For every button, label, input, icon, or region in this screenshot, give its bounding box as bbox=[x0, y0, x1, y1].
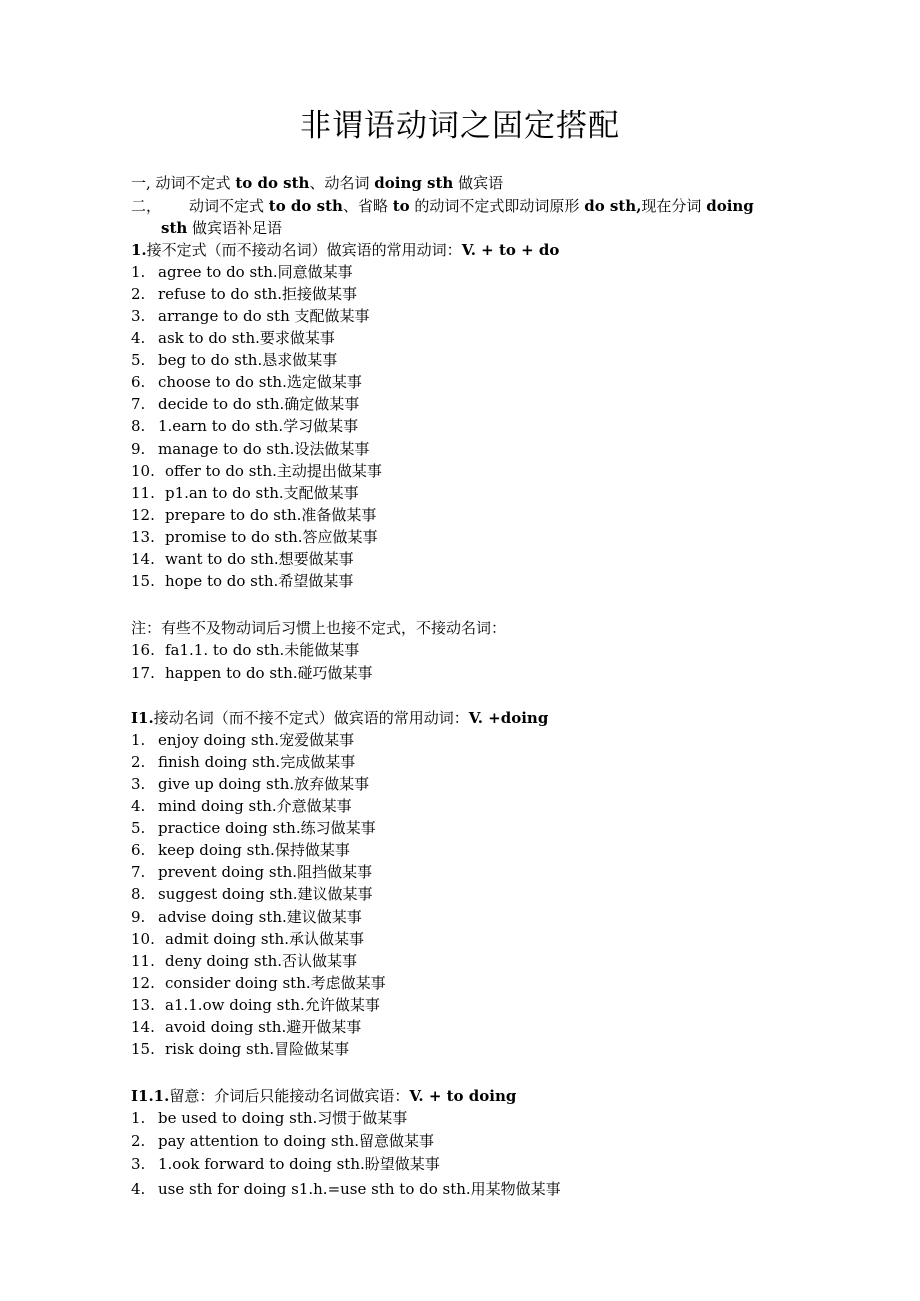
list-item-number: 3. bbox=[131, 307, 146, 326]
intro-bold: to do sth bbox=[235, 174, 310, 192]
list-item-text: arrange to do sth 支配做某事 bbox=[158, 307, 370, 326]
list-item-text: a1.1.ow doing sth.允许做某事 bbox=[165, 995, 380, 1014]
list-item-number: 15. bbox=[131, 571, 155, 590]
list-item-text: advise doing sth.建议做某事 bbox=[158, 907, 362, 926]
list-item bbox=[131, 1016, 361, 1038]
list-item-number: 1. bbox=[131, 263, 146, 281]
intro-text: 、省略 bbox=[342, 197, 393, 215]
list-item-text: ask to do sth.要求做某事 bbox=[158, 329, 335, 348]
heading-formula: V. + to + do bbox=[461, 241, 560, 259]
list-item-text: refuse to do sth.拒接做某事 bbox=[158, 285, 357, 304]
list-item-number: 12. bbox=[131, 973, 155, 992]
list-item bbox=[131, 415, 358, 437]
list-item-number: 4. bbox=[131, 797, 146, 816]
list-item-text: hope to do sth.希望做某事 bbox=[165, 571, 354, 590]
list-item bbox=[131, 261, 353, 283]
list-item-number: 14. bbox=[131, 549, 155, 568]
list-item bbox=[131, 795, 352, 817]
list-item-number: 15. bbox=[131, 1039, 155, 1058]
intro-text: 、动名词 bbox=[309, 174, 375, 192]
list-item-number: 3. bbox=[131, 775, 146, 794]
list-item-text: prepare to do sth.准备做某事 bbox=[165, 505, 377, 524]
list-item-text: be used to doing sth.习惯于做某事 bbox=[158, 1109, 408, 1127]
list-item bbox=[131, 393, 359, 415]
list-item-number: 4. bbox=[131, 329, 146, 348]
list-item-text: enjoy doing sth.宠爱做某事 bbox=[158, 731, 355, 749]
list-item bbox=[131, 460, 382, 482]
list-item-text: want to do sth.想要做某事 bbox=[165, 549, 354, 568]
list-item bbox=[131, 1153, 440, 1175]
list-item bbox=[131, 504, 376, 526]
section-3-heading bbox=[131, 1085, 516, 1107]
intro-bold: do sth, bbox=[584, 197, 642, 215]
list-item bbox=[131, 662, 373, 684]
list-item-number: 12. bbox=[131, 505, 155, 524]
list-item-number: 7. bbox=[131, 395, 146, 414]
list-item-text: give up doing sth.放弃做某事 bbox=[158, 775, 370, 794]
list-item bbox=[131, 570, 353, 592]
list-item bbox=[131, 305, 370, 327]
list-item-text: manage to do sth.设法做某事 bbox=[158, 439, 370, 458]
list-item-number: 11. bbox=[131, 483, 155, 502]
heading-number: I1.1. bbox=[131, 1087, 170, 1105]
list-item-number: 2. bbox=[131, 1131, 146, 1150]
list-item-number: 7. bbox=[131, 863, 146, 882]
heading-text: 接动名词（而不接不定式）做宾语的常用动词： bbox=[153, 709, 469, 727]
list-item bbox=[131, 1038, 349, 1060]
section-2-heading bbox=[131, 707, 548, 729]
list-item-number: 1. bbox=[131, 1109, 146, 1127]
list-item bbox=[131, 773, 369, 795]
intro-text: 现在分词 bbox=[641, 197, 707, 215]
list-item-text: pay attention to doing sth.留意做某事 bbox=[158, 1131, 435, 1150]
list-item-text: fa1.1. to do sth.未能做某事 bbox=[165, 641, 360, 659]
list-item-text: 1.ook forward to doing sth.盼望做某事 bbox=[158, 1155, 440, 1173]
intro-bold: to bbox=[392, 197, 410, 215]
list-item-text: suggest doing sth.建议做某事 bbox=[158, 885, 373, 904]
list-item-text: beg to do sth.恳求做某事 bbox=[158, 351, 338, 370]
list-item bbox=[131, 1130, 434, 1152]
heading-text: 留意：介词后只能接动名词做宾语： bbox=[169, 1087, 410, 1105]
list-item bbox=[131, 883, 373, 905]
list-item-number: 9. bbox=[131, 907, 146, 926]
list-item-number: 17. bbox=[131, 663, 155, 682]
list-item-text: risk doing sth.冒险做某事 bbox=[165, 1039, 350, 1058]
intro-text: 一, 动词不定式 bbox=[131, 174, 236, 192]
list-item-text: keep doing sth.保持做某事 bbox=[158, 841, 350, 860]
heading-formula: V. + to doing bbox=[409, 1087, 517, 1105]
list-item bbox=[131, 283, 357, 305]
list-item-text: avoid doing sth.避开做某事 bbox=[165, 1017, 362, 1036]
list-item-text: happen to do sth.碰巧做某事 bbox=[165, 663, 373, 682]
list-item-number: 3. bbox=[131, 1155, 146, 1173]
list-item bbox=[131, 548, 354, 570]
intro-bold: doing bbox=[706, 197, 754, 215]
list-item bbox=[131, 906, 362, 928]
list-item bbox=[131, 526, 378, 548]
list-item-number: 2. bbox=[131, 285, 146, 304]
intro-text: 的动词不定式即动词原形 bbox=[409, 197, 585, 215]
list-item-number: 6. bbox=[131, 373, 146, 392]
list-item bbox=[131, 928, 364, 950]
list-item bbox=[131, 729, 354, 751]
list-item-text: choose to do sth.选定做某事 bbox=[158, 373, 362, 392]
list-item-text: p1.an to do sth.支配做某事 bbox=[165, 483, 359, 502]
list-item bbox=[131, 751, 355, 773]
list-item-text: decide to do sth.确定做某事 bbox=[158, 395, 360, 414]
list-item bbox=[131, 861, 372, 883]
list-item-number: 14. bbox=[131, 1017, 155, 1036]
list-item-number: 6. bbox=[131, 841, 146, 860]
page-title: 非谓语动词之固定搭配 bbox=[300, 108, 620, 144]
list-item bbox=[131, 349, 337, 371]
section-1-note: 注：有些不及物动词后习惯上也接不定式，不接动名词： bbox=[131, 619, 507, 637]
intro-text: 动词不定式 bbox=[189, 197, 269, 215]
intro-text: 做宾语 bbox=[453, 174, 504, 192]
list-item-number: 4. bbox=[131, 1179, 146, 1198]
list-item-text: prevent doing sth.阻挡做某事 bbox=[158, 863, 373, 882]
intro-bold: sth bbox=[161, 219, 188, 237]
intro-bold: doing sth bbox=[374, 174, 454, 192]
intro-line-1 bbox=[131, 172, 503, 194]
list-item-number: 10. bbox=[131, 929, 155, 948]
list-item bbox=[131, 1107, 407, 1129]
intro-text: 二， bbox=[131, 197, 162, 215]
list-item bbox=[131, 1178, 561, 1200]
list-item-number: 2. bbox=[131, 753, 146, 772]
list-item bbox=[131, 482, 359, 504]
list-item-number: 13. bbox=[131, 995, 155, 1014]
heading-text: 接不定式（而不接动名词）做宾语的常用动词： bbox=[146, 241, 462, 259]
list-item-text: deny doing sth.否认做某事 bbox=[165, 951, 357, 970]
list-item bbox=[131, 438, 369, 460]
list-item bbox=[131, 972, 386, 994]
list-item-number: 5. bbox=[131, 819, 146, 838]
heading-number: 1. bbox=[131, 241, 147, 259]
list-item bbox=[131, 950, 357, 972]
list-item-number: 16. bbox=[131, 641, 155, 659]
list-item-text: use sth for doing s1.h.=use sth to do sth.用某物做某事 bbox=[158, 1179, 561, 1198]
intro-text: 做宾语补足语 bbox=[187, 219, 283, 237]
list-item bbox=[131, 327, 335, 349]
heading-formula: V. +doing bbox=[468, 709, 549, 727]
list-item-text: finish doing sth.完成做某事 bbox=[158, 753, 356, 772]
list-item-text: agree to do sth.同意做某事 bbox=[158, 263, 353, 281]
list-item-number: 13. bbox=[131, 527, 155, 546]
list-item-number: 5. bbox=[131, 351, 146, 370]
section-1-heading bbox=[131, 239, 559, 261]
list-item bbox=[131, 994, 380, 1016]
list-item-text: promise to do sth.答应做某事 bbox=[165, 527, 378, 546]
intro-line-2 bbox=[131, 195, 754, 217]
intro-line-3 bbox=[161, 217, 282, 239]
list-item bbox=[131, 639, 359, 661]
list-item-number: 11. bbox=[131, 951, 155, 970]
list-item-number: 8. bbox=[131, 885, 146, 904]
list-item-number: 10. bbox=[131, 461, 155, 480]
list-item-text: offer to do sth.主动提出做某事 bbox=[165, 461, 382, 480]
list-item-number: 1. bbox=[131, 731, 146, 749]
list-item-text: admit doing sth.承认做某事 bbox=[165, 929, 364, 948]
list-item-number: 9. bbox=[131, 439, 146, 458]
list-item bbox=[131, 839, 350, 861]
list-item bbox=[131, 817, 376, 839]
intro-bold: to do sth bbox=[268, 197, 343, 215]
list-item-text: consider doing sth.考虑做某事 bbox=[165, 973, 386, 992]
list-item bbox=[131, 371, 362, 393]
heading-number: I1. bbox=[131, 709, 154, 727]
list-item-text: mind doing sth.介意做某事 bbox=[158, 797, 352, 816]
list-item-text: practice doing sth.练习做某事 bbox=[158, 819, 376, 838]
list-item-text: 1.earn to do sth.学习做某事 bbox=[158, 417, 359, 436]
list-item-number: 8. bbox=[131, 417, 146, 436]
